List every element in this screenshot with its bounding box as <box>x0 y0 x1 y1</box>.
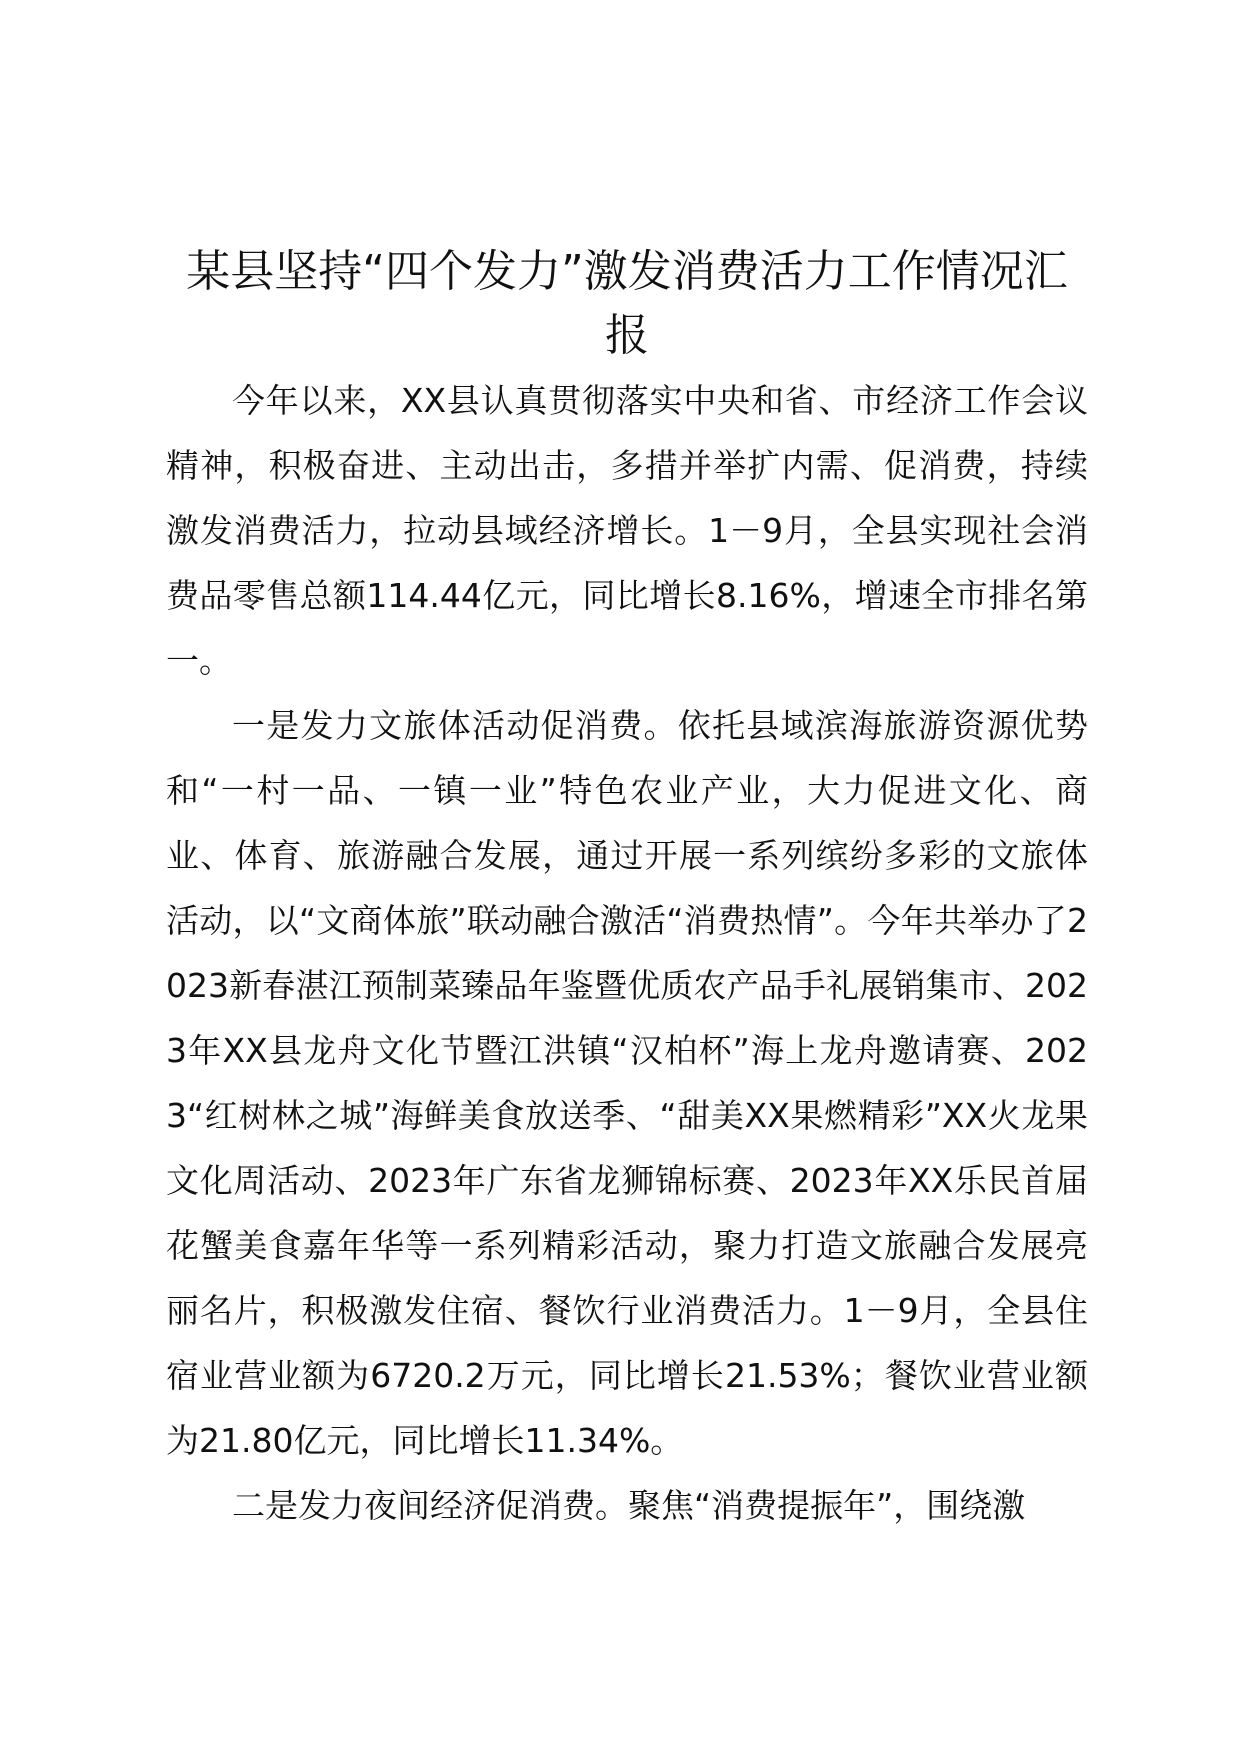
document-title: 某县坚持“四个发力”激发消费活力工作情况汇报 <box>186 246 1068 361</box>
paragraph-intro: 今年以来，XX县认真贯彻落实中央和省、市经济工作会议精神，积极奋进、主动出击，多措并举扩内需、促消费，持续激发消费活力，拉动县域经济增长。1－9月，全县实现社会消费品零售总额114.44亿元，同比增长8.16%，增速全市排名第一。 <box>166 381 1088 680</box>
paragraph-culture-tourism: 一是发力文旅体活动促消费。依托县域滨海旅游资源优势和“一村一品、一镇一业”特色农业产业，大力促进文化、商业、体育、旅游融合发展，通过开展一系列缤纷多彩的文旅体活动，以“文商体旅”联动融合激活“消费热情”。今年共举办了2023新春湛江预制菜臻品年鉴暨优质农产品手礼展销集市、2023年XX县龙舟文化节暨江洪镇“汉柏杯”海上龙舟邀请赛、2023“红树林之城”海鲜美食放送季、“甜美XX果燃精彩”XX火龙果文化周活动、2023年广东省龙狮锦标赛、2023年XX乐民首届花蟹美食嘉年华等一系列精彩活动，聚力打造文旅融合发展亮丽名片，积极激发住宿、餐饮行业消费活力。1－9月，全县住宿业营业额为6720.2万元，同比增长21.53%；餐饮业营业额为21.80亿元，同比增长11.34%。 <box>166 706 1088 1460</box>
paragraph-night-economy: 二是发力夜间经济促消费。聚焦“消费提振年”，围绕激 <box>232 1486 1026 1525</box>
document-body <box>166 240 1088 1538</box>
